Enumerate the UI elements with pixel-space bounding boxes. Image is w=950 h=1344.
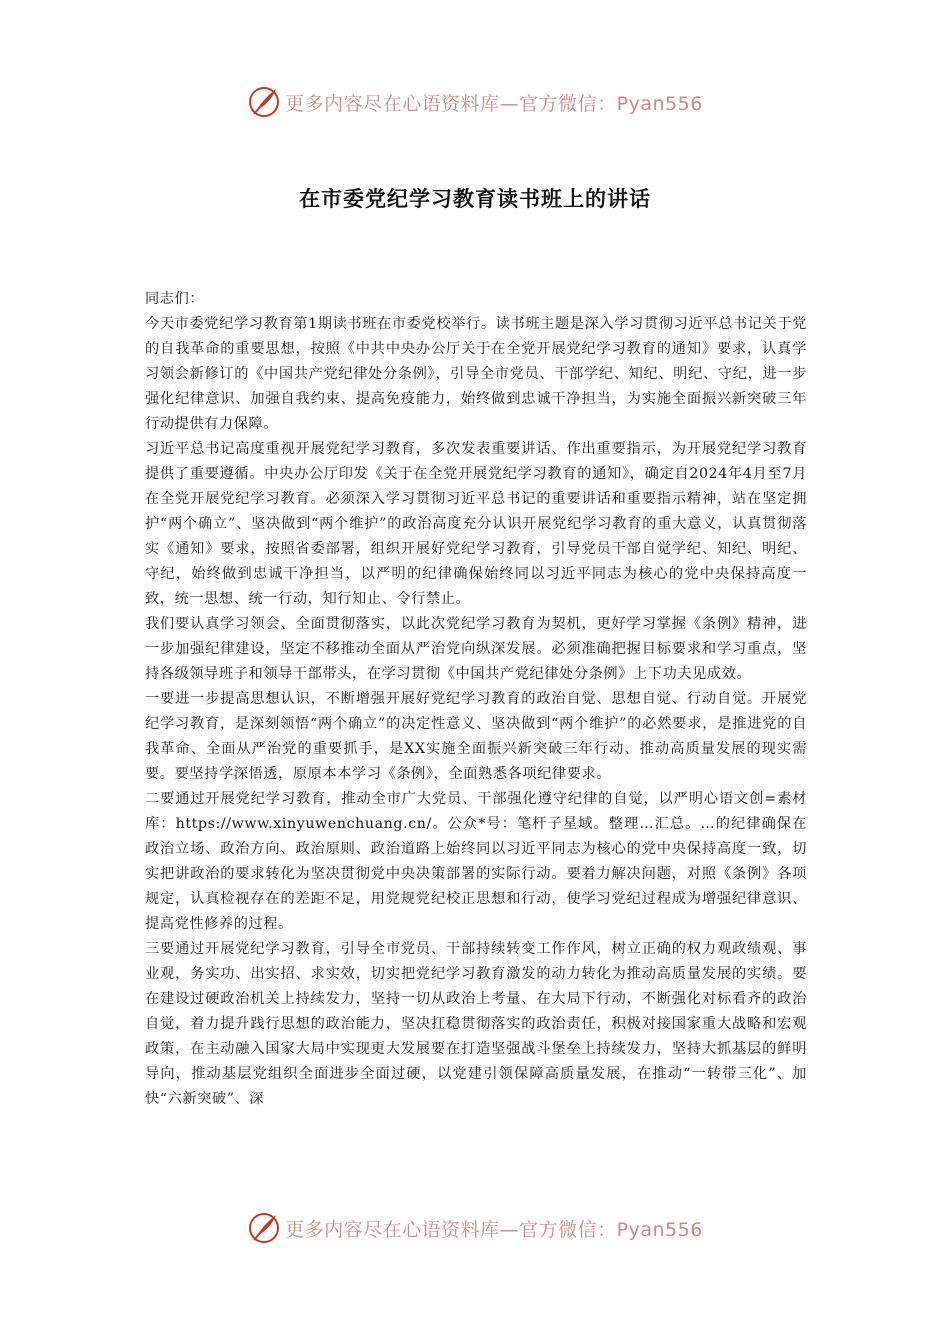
header-watermark-text: 更多内容尽在心语资料库—官方微信：Pyan556 — [285, 92, 703, 115]
footer-watermark-text: 更多内容尽在心语资料库—官方微信：Pyan556 — [285, 1218, 703, 1241]
paragraph: 习近平总书记高度重视开展党纪学习教育，多次发表重要讲话、作出重要指示，为开展党纪学习教育提供了重要遵循。中央办公厅印发《关于在全党开展党纪学习教育的通知》，确定自2024年4月至7月在全党开展党纪学习教育。必须深入学习贯彻习近平总书记的重要讲话和重要指示精神，站在坚定拥护“两个确立”、坚决做到“两个维护”的政治高度充分认识开展党纪学习教育的重大意义，认真贯彻落实《通知》要求，按照省委部署，组织开展好党纪学习教育，引导党员干部自觉学纪、知纪、明纪、守纪，始终做到忠诚干净担当，以严明的纪律确保始终同以习近平同志为核心的党中央保持高度一致，统一思想、统一行动，知行知止、令行禁止。 — [145, 441, 807, 607]
paragraph: 一要进一步提高思想认识，不断增强开展好党纪学习教育的政治自觉、思想自觉、行动自觉。开展党纪学习教育，是深刻领悟“两个确立”的决定性意义、坚决做到“两个维护”的必然要求，是推进党的自我革命、全面从严治党的重要抓手，是XX实施全面振兴新突破三年行动、推动高质量发展的现实需要。要坚持学深悟透，原原本本学习《条例》，全面熟悉各项纪律要求。 — [145, 691, 807, 782]
paragraph: 三要通过开展党纪学习教育，引导全市党员、干部持续转变工作作风，树立正确的权力观政绩观、事业观，务实功、出实招、求实效，切实把党纪学习教育激发的动力转化为推动高质量发展的实绩。要在建设过硬政治机关上持续发力，坚持一切从政治上考量、在大局下行动，不断强化对标看齐的政治自觉，着力提升践行思想的政治能力，坚决扛稳贯彻落实的政治责任，积极对接国家重大战略和宏观政策，在主动融入国家大局中实现更大发展要在打造坚强战斗堡垒上持续发力，坚持大抓基层的鲜明导向，推动基层党组织全面进步全面过硬，以党建引领保障高质量发展，在推动“一转带三化”、加快“六新突破”、深 — [145, 941, 807, 1107]
paragraph: 我们要认真学习领会、全面贯彻落实，以此次党纪学习教育为契机，更好学习掌握《条例》精神，进一步加强纪律建设，坚定不移推动全面从严治党向纵深发展。必须准确把握目标要求和学习重点，坚持各级领导班子和领导干部带头，在学习贯彻《中国共产党纪律处分条例》上下功夫见成效。 — [145, 616, 807, 682]
header-watermark-banner — [0, 82, 950, 122]
salutation: 同志们： — [145, 291, 205, 307]
footer-watermark-banner — [0, 1208, 950, 1248]
document-title: 在市委党纪学习教育读书班上的讲话 — [299, 187, 651, 211]
paragraph: 二要通过开展党纪学习教育，推动全市广大党员、干部强化遵守纪律的自觉，以严明心语文创=素材库：https://www.xinyuwenchuang.cn/。公众*号：笔杆子星域。整理…汇总。…的纪律确保在政治立场、政治方向、政治原则、政治道路上始终同以习近平同志为核心的党中央保持高度一致，切实把讲政治的要求转化为坚决贯彻党中央决策部署的实际行动。要着力解决问题，对照《条例》各项规定，认真检视存在的差距不足，用党规党纪校正思想和行动，使学习党纪过程成为增强纪律意识、提高党性修养的过程。 — [145, 791, 807, 932]
document-body — [145, 287, 807, 1112]
quill-logo-icon — [247, 1211, 281, 1245]
quill-logo-icon — [247, 85, 281, 119]
paragraph: 今天市委党纪学习教育第1期读书班在市委党校举行。读书班主题是深入学习贯彻习近平总书记关于党的自我革命的重要思想，按照《中共中央办公厅关于在全党开展党纪学习教育的通知》要求，认真学习领会新修订的《中国共产党纪律处分条例》，引导全市党员、干部学纪、知纪、明纪、守纪，进一步强化纪律意识、加强自我约束、提高免疫能力，始终做到忠诚干净担当，为实施全面振兴新突破三年行动提供有力保障。 — [145, 316, 807, 432]
